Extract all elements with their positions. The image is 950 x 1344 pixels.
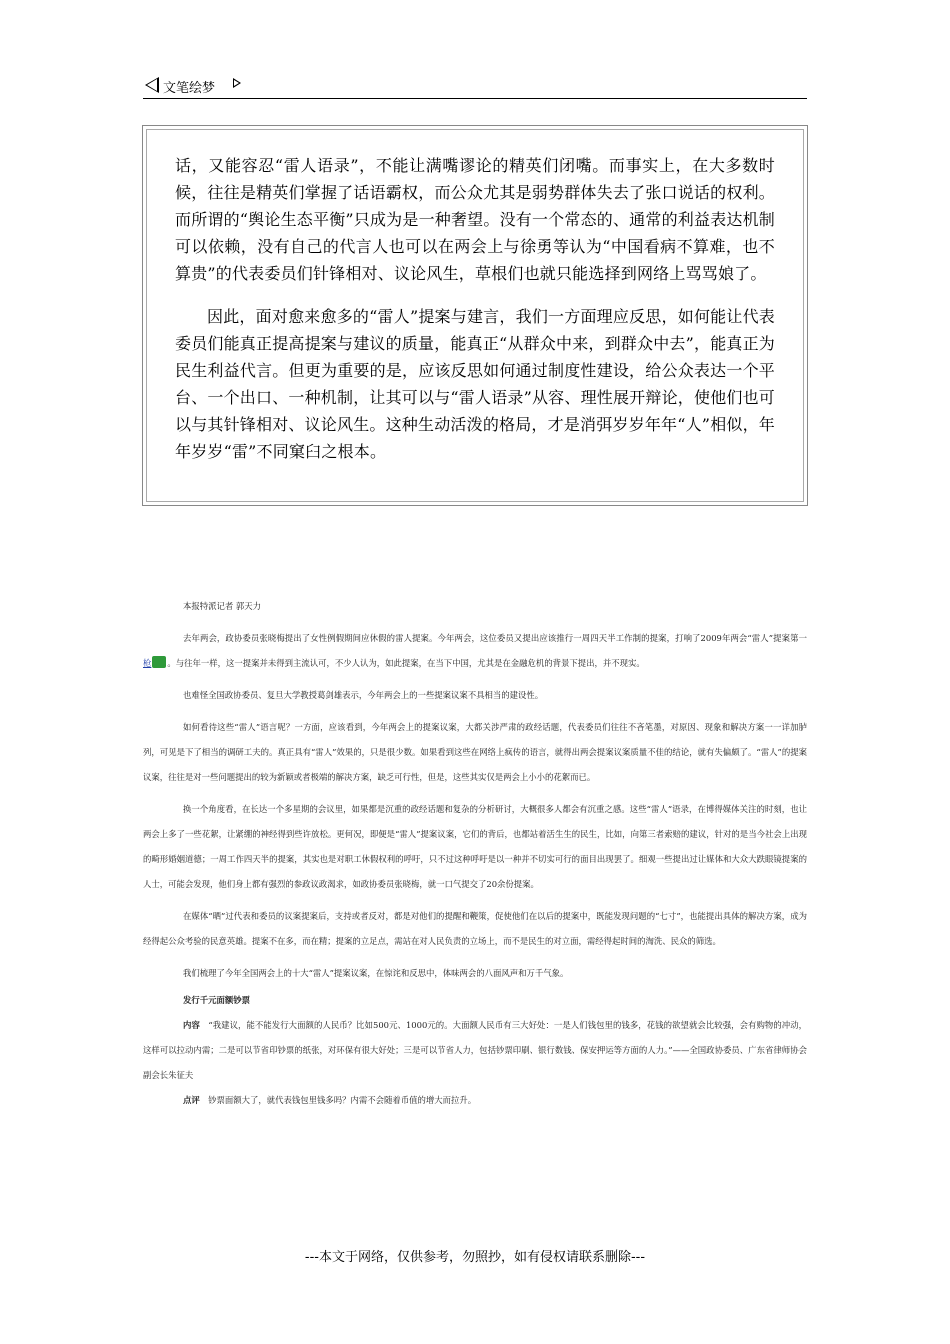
article-body [143,594,807,1113]
gift-icon [152,656,166,668]
page-header [143,74,807,99]
triangle-right-icon [233,78,241,88]
comment-text: 钞票面额大了，就代表钱包里钱多吗？内需不会随着币值的增大而拉升。 [208,1095,477,1105]
content-text: “我建议，能不能发行大面额的人民币？比如500元、1000元的。大面额人民币有三大好处：一是人们钱包里的钱多，花钱的欲望就会比较强，会有购物的冲动，这样可以拉动内需；二是可以节省印钞票的纸张，对环保有很大好处；三是可以节省人力，包括钞票印刷、银行数钱、保安押运等方面的人力。”——全国政协委员、广东省律师协会副会长朱征夫 [143,1020,808,1080]
content-label: 内容 [183,1020,200,1030]
boxed-excerpt [142,125,808,506]
comment-paragraph [143,1088,807,1113]
section-heading: 发行千元面额钞票 [183,995,250,1005]
article-paragraph-3: 如何看待这些“雷人”语言呢？一方面，应该看到，今年两会上的提案议案，大都关涉严肃的政经话题，代表委员们往往不吝笔墨，对原因、现象和解决方案一一详加胪列，可见是下了相当的调研工夫的。真正具有“雷人”效果的，只是很少数。如果看到这些在网络上疯传的语言，就得出两会提案议案质量不佳的结论，就有失偏颇了。“雷人”的提案议案，往往是对一些问题提出的较为新颖或者极端的解决方案，缺乏可行性，但是，这些其实仅是两会上小小的花絮而已。 [143,722,807,782]
excerpt-paragraph-2: 因此，面对愈来愈多的“雷人”提案与建言，我们一方面理应反思，如何能让代表委员们能真正提高提案与建议的质量，能真正“从群众中来，到群众中去”，能真正为民生利益代言。但更为重要的是，应该反思如何通过制度性建设，给公众表达一个平台、一个出口、一种机制，让其可以与“雷人语录”从容、理性展开辩论，使他们也可以与其针锋相对、议论风生。这种生动活泼的格局，才是消弭岁岁年年“人”相似，年年岁岁“雷”不同窠臼之根本。 [175,307,775,461]
brand-title: 文笔绘梦 [163,81,216,96]
article-paragraph-6: 我们梳理了今年全国两会上的十大“雷人”提案议案，在惊诧和反思中，体味两会的八面风声和万千气象。 [183,968,569,978]
article-paragraph-1 [143,626,807,676]
footer-disclaimer: ---本文于网络，仅供参考，勿照抄，如有侵权请联系删除--- [304,1250,646,1265]
article-paragraph-4: 换一个角度看，在长达一个多星期的会议里，如果都是沉重的政经话题和复杂的分析研讨，大概很多人都会有沉重之感。这些“雷人”语录，在博得媒体关注的时刻，也让两会上多了一些花絮，让紧绷的神经得到些许放松。更何况，即便是“雷人”提案议案，它们的背后，也都站着活生生的民生，比如，向第三者索赔的建议，针对的是当今社会上出现的畸形婚姻道德；一周工作四天半的提案，其实也是对职工休假权利的呼吁，只不过这种呼吁是以一种并不切实可行的面目出现罢了。细观一些提出过让媒体和大众大跌眼镜提案的人士，可能会发现，他们身上都有强烈的参政议政渴求，如政协委员张晓梅，就一口气提交了20余份提案。 [143,804,807,889]
triangle-left-icon [145,77,159,93]
article-paragraph-1-end: 。与往年一样，这一提案并未得到主流认可，不少人认为，如此提案，在当下中国，尤其是在金融危机的背景下提出，并不现实。 [167,658,645,668]
excerpt-paragraph-1: 话，又能容忍“雷人语录”，不能让满嘴谬论的精英们闭嘴。而事实上，在大多数时候，往往是精英们掌握了话语霸权，而公众尤其是弱势群体失去了张口说话的权利。而所谓的“舆论生态平衡”只成为是一种奢望。没有一个常态的、通常的利益表达机制可以依赖，没有自己的代言人也可以在两会上与徐勇等认为“中国看病不算难，也不算贵”的代表委员们针锋相对、议论风生，草根们也就只能选择到网络上骂骂娘了。 [175,156,775,283]
article-paragraph-2: 也难怪全国政协委员、复旦大学教授葛剑雄表示，今年两会上的一些提案议案不具相当的建设性。 [183,690,544,700]
article-link[interactable]: 枪 [143,658,152,668]
article-paragraph-1-start: 去年两会，政协委员张晓梅提出了女性例假期间应休假的雷人提案。今年两会，这位委员又提出应该推行一周四天半工作制的提案，打响了2009年两会“雷人”提案第一 [183,633,807,643]
content-paragraph [143,1013,807,1088]
article-byline: 本报特派记者 郭天力 [183,601,262,611]
comment-label: 点评 [183,1095,200,1105]
article-paragraph-5: 在媒体“晒”过代表和委员的议案提案后，支持或者反对，都是对他们的提醒和鞭策，促使他们在以后的提案中，既能发现问题的“七寸”，也能提出具体的解决方案，成为经得起公众考验的民意英雄。提案不在多，而在精；提案的立足点，需站在对人民负责的立场上，而不是民生的对立面，需经得起时间的淘洗、民众的筛选。 [143,911,807,946]
